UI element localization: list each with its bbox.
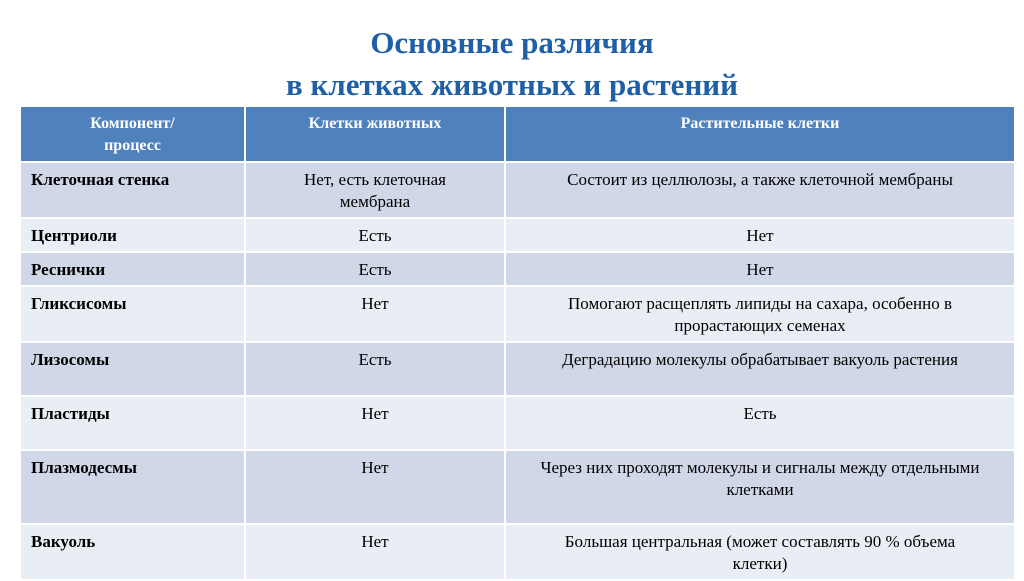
header-animal: Клетки животных [245,106,505,162]
table-row [20,396,1015,450]
cell-animal: Есть [245,252,505,286]
cell-plant: Нет [505,218,1015,252]
cell-component: Лизосомы [20,342,245,396]
table-row [20,342,1015,396]
header-component: Компонент/ процесс [20,106,245,162]
cell-component: Центриоли [20,218,245,252]
cell-animal: Есть [245,342,505,396]
cell-component: Гликсисомы [20,286,245,342]
title-line-2: в клетках животных и растений [285,67,739,102]
table-header-row [20,106,1015,162]
cell-component: Плазмодесмы [20,450,245,524]
cell-plant: Помогают расщеплять липиды на сахара, особенно в прорастающих семенах [505,286,1015,342]
cell-animal: Нет [245,450,505,524]
table-row [20,218,1015,252]
cell-plant: Есть [505,396,1015,450]
slide-title [0,22,1024,106]
cell-component: Пластиды [20,396,245,450]
cell-animal: Нет [245,286,505,342]
cell-plant: Большая центральная (может составлять 90 % объема клетки) [505,524,1015,580]
cell-plant: Состоит из целлюлозы, а также клеточной мембраны [505,162,1015,218]
cell-animal: Нет, есть клеточная мембрана [245,162,505,218]
cell-component: Клеточная стенка [20,162,245,218]
table-row [20,286,1015,342]
cell-component: Реснички [20,252,245,286]
table-row [20,162,1015,218]
header-plant: Растительные клетки [505,106,1015,162]
cell-animal: Нет [245,524,505,580]
cell-plant: Через них проходят молекулы и сигналы между отдельными клетками [505,450,1015,524]
table-row [20,252,1015,286]
comparison-table [19,105,1016,581]
title-line-1: Основные различия [370,25,654,60]
table-row [20,524,1015,580]
cell-animal: Есть [245,218,505,252]
cell-plant: Нет [505,252,1015,286]
cell-animal: Нет [245,396,505,450]
table-row [20,450,1015,524]
cell-component: Вакуоль [20,524,245,580]
cell-plant: Деградацию молекулы обрабатывает вакуоль растения [505,342,1015,396]
